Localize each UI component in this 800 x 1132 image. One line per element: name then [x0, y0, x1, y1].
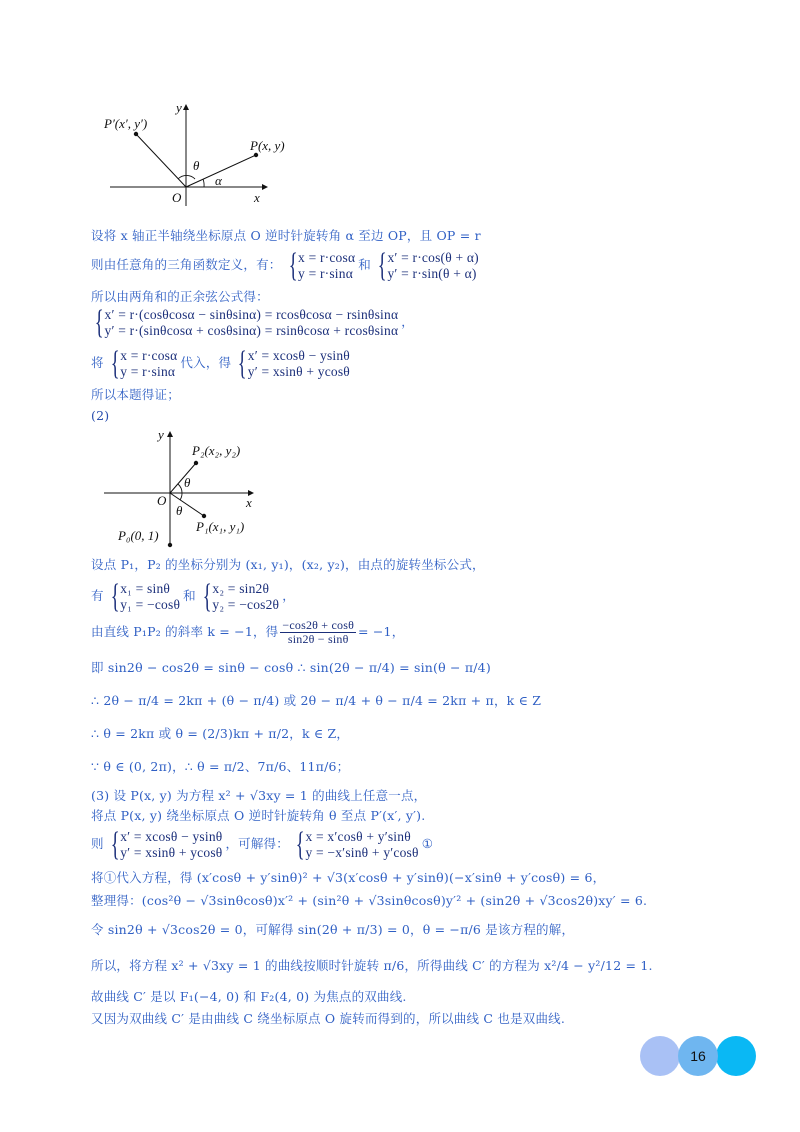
l10-num: −cos2θ + cosθ: [282, 618, 355, 632]
line-18: 将①代入方程，得 (x′cosθ + y′sinθ)² + √3(x′cosθ + y′sinθ)(−x′sinθ + y′cosθ) = 6，: [91, 870, 606, 885]
l9-and: 和: [183, 588, 196, 603]
line-2: 则由任意角的三角函数定义，有： { x = r·cosα y = r·sinα 和 { x′ = r·cos(θ + α) y′ = r·sin(θ + α): [91, 246, 479, 284]
x-axis-label-2: x: [246, 495, 252, 510]
figure-rotation-diagram: [100, 98, 285, 210]
l17-sys2-b: y = −x′sinθ + y′cosθ: [305, 844, 419, 860]
l5-sys2-a: x′ = xcosθ − ysinθ: [247, 347, 350, 363]
l9-end: ，: [282, 588, 295, 603]
l10-pre: 由直线 P₁P₂ 的斜率 k = −1，得: [91, 624, 279, 639]
point-p-label: P(x, y): [250, 138, 285, 153]
l17-sys1-b: y′ = xsinθ + ycosθ: [120, 844, 223, 860]
alpha-label: α: [215, 173, 222, 188]
l4-a: x′ = r·(cosθcosα − sinθsinα) = rcosθcosα − rsinθsinα: [104, 306, 399, 322]
line-17: 则 { x′ = xcosθ − ysinθ y′ = xsinθ + ycosθ ，可解得： { x = x′cosθ + y′sinθ y = −x′sinθ + y′cosθ ①: [91, 825, 434, 863]
l9-sys2-b: y₂ = −cos2θ: [212, 596, 280, 612]
l17-pre: 则: [91, 836, 104, 851]
l17-sys2-a: x = x′cosθ + y′sinθ: [305, 828, 411, 844]
l17-sys1-a: x′ = xcosθ − ysinθ: [120, 828, 223, 844]
theta-lower-label: θ: [176, 503, 183, 518]
l4-b: y′ = r·(sinθcosα + cosθsinα) = rsinθcosα + rcosθsinα: [104, 322, 399, 338]
theta-label: θ: [193, 158, 200, 173]
line-23: 又因为双曲线 C′ 是由曲线 C 绕坐标原点 O 旋转而得到的，所以曲线 C 也是双曲线.: [91, 1011, 566, 1026]
line-15: (3) 设 P(x, y) 为方程 x² + √3xy = 1 的曲线上任意一点，: [91, 788, 427, 803]
line-3: 所以由两角和的正余弦公式得：: [91, 289, 269, 304]
origin-label-2: O: [157, 493, 167, 508]
badge-circle-right: [716, 1036, 756, 1076]
page-number: 16: [690, 1048, 706, 1064]
l2-sys2-a: x′ = r·cos(θ + α): [387, 249, 479, 265]
badge-circle-left: [640, 1036, 680, 1076]
origin-label: O: [172, 190, 182, 205]
x-axis-label: x: [254, 190, 260, 205]
line-12: ∴ 2θ − π/4 = 2kπ + (θ − π/4) 或 2θ − π/4 + θ − π/4 = 2kπ + π，k ∈ Z: [91, 693, 542, 708]
line-14: ∵ θ ∈ (0, 2π)，∴ θ = π/2、7π/6、11π/6；: [91, 759, 350, 774]
l17-mid: ，可解得：: [225, 836, 289, 851]
line-5: 将 { x = r·cosα y = r·sinα 代入，得 { x′ = xcosθ − ysinθ y′ = xsinθ + ycosθ: [91, 344, 350, 382]
l5-mid: 代入，得: [180, 355, 232, 370]
theta-upper-label: θ: [184, 475, 191, 490]
line-7: (2): [91, 408, 110, 423]
y-axis-label: y: [176, 100, 182, 115]
line-8: 设点 P₁，P₂ 的坐标分别为 (x₁, y₁)，(x₂, y₂)，由点的旋转坐标公式，: [91, 557, 485, 572]
point-p-prime-label: P′(x′, y′): [104, 116, 148, 131]
p2-label: P₂(x₂, y₂): [192, 443, 241, 458]
figure-three-points: [100, 425, 270, 553]
l9-sys2-a: x₂ = sin2θ: [212, 580, 270, 596]
l10-post: = −1，: [358, 624, 405, 639]
l2-and: 和: [358, 257, 371, 272]
l9-pre: 有: [91, 588, 104, 603]
p1-label: P₁(x₁, y₁): [196, 519, 245, 534]
l5-sys2-b: y′ = xsinθ + ycosθ: [247, 363, 350, 379]
line-10: [91, 617, 751, 647]
l5-pre: 将: [91, 355, 104, 370]
p0-label: P₀(0, 1): [118, 528, 159, 543]
line-21: 所以，将方程 x² + √3xy = 1 的曲线按顺时针旋转 π/6，所得曲线 C′ 的方程为 x²/4 − y²/12 = 1.: [91, 958, 653, 973]
line-22: 故曲线 C′ 是以 F₁(−4, 0) 和 F₂(4, 0) 为焦点的双曲线.: [91, 989, 407, 1004]
l2-sys1-a: x = r·cosα: [298, 249, 356, 265]
line-20: 令 sin2θ + √3cos2θ = 0，可解得 sin(2θ + π/3) = 0，θ = −π/6 是该方程的解，: [91, 922, 575, 937]
l5-sys1-a: x = r·cosα: [120, 347, 178, 363]
l5-sys1-b: y = r·sinα: [120, 363, 176, 379]
line-2-text: 则由任意角的三角函数定义，有：: [91, 257, 282, 272]
line-9: 有 { x₁ = sinθ y₁ = −cosθ 和 { x₂ = sin2θ y₂ = −cos2θ ，: [91, 577, 295, 615]
line-6: 所以本题得证；: [91, 387, 180, 402]
line-13: ∴ θ = 2kπ 或 θ = (2/3)kπ + π/2，k ∈ Z，: [91, 726, 350, 741]
y-axis-label-2: y: [158, 427, 164, 442]
l2-sys1-b: y = r·sinα: [298, 265, 353, 281]
l17-mark: ①: [421, 836, 434, 851]
line-1: 设将 x 轴正半轴绕坐标原点 O 逆时针旋转角 α 至边 OP，且 OP = r: [91, 228, 481, 243]
line-4: { x′ = r·(cosθcosα − sinθsinα) = rcosθcosα − rsinθsinα y′ = r·(sinθcosα + cosθsinα) = rsinθcosα + rcosθsinα ，: [94, 303, 414, 341]
l2-sys2-b: y′ = r·sin(θ + α): [387, 265, 477, 281]
line-11: 即 sin2θ − cos2θ = sinθ − cosθ ∴ sin(2θ − π/4) = sin(θ − π/4): [91, 660, 491, 675]
l9-sys1-a: x₁ = sinθ: [120, 580, 171, 596]
line-16: 将点 P(x, y) 绕坐标原点 O 逆时针旋转角 θ 至点 P′(x′, y′).: [91, 808, 426, 823]
l9-sys1-b: y₁ = −cosθ: [120, 596, 181, 612]
l4-end: ，: [401, 314, 414, 329]
l10-den: sin2θ − sinθ: [287, 632, 349, 646]
line-19: 整理得：(cos²θ − √3sinθcosθ)x′² + (sin²θ + √3sinθcosθ)y′² + (sin2θ + √3cos2θ)xy′ = 6.: [91, 893, 648, 908]
